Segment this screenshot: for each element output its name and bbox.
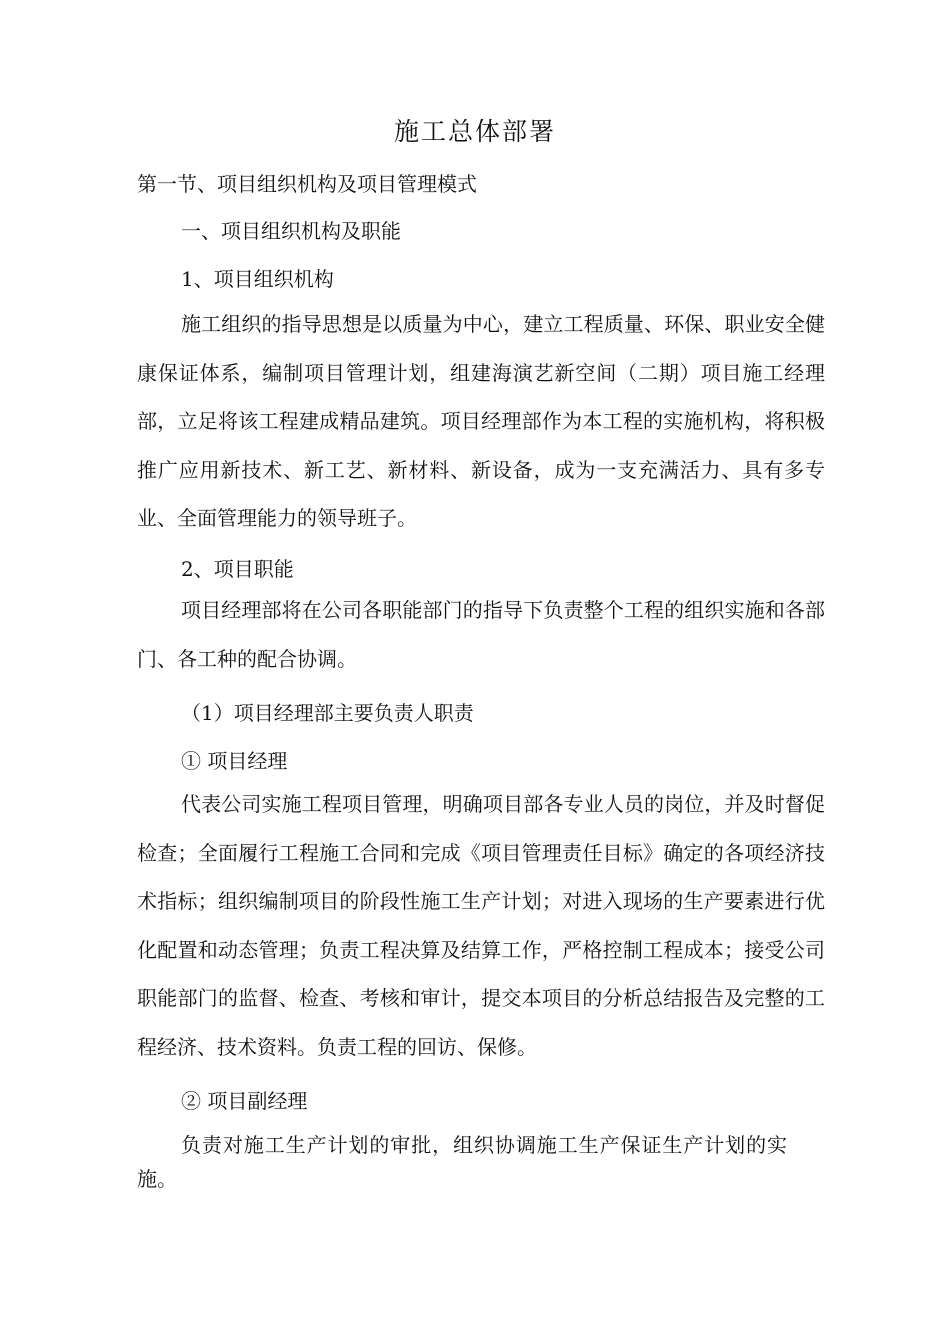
sub-heading-org-structure: 一、项目组织机构及职能 — [181, 219, 401, 243]
role-heading-project-manager: ① 项目经理 — [181, 749, 288, 773]
page-title: 施工总体部署 — [393, 117, 556, 146]
item-heading-org: 1、项目组织机构 — [181, 267, 334, 291]
sub-item-heading-responsibilities: （1）项目经理部主要负责人职责 — [181, 701, 474, 725]
paragraph-project-manager-duties: 代表公司实施工程项目管理，明确项目部各专业人员的岗位，并及时督促检查；全面履行工程施工合同和完成《项目管理责任目标》确定的各项经济技术指标；组织编制项目的阶段性施工生产计划；对进入现场的生产要素进行优化配置和动态管理；负责工程决算及结算工作，严格控制工程成本；接受公司职能部门的监督、检查、考核和审计，提交本项目的分析总结报告及完整的工程经济、技术资料。负责工程的回访、保修。 — [137, 792, 825, 1059]
paragraph-deputy-manager-duties: 负责对施工生产计划的审批，组织协调施工生产保证生产计划的实施。 — [137, 1133, 787, 1191]
paragraph-department-duty: 项目经理部将在公司各职能部门的指导下负责整个工程的组织实施和各部门、各工种的配合协调。 — [137, 598, 825, 671]
section-heading: 第一节、项目组织机构及项目管理模式 — [137, 172, 477, 196]
paragraph-guiding-principle: 施工组织的指导思想是以质量为中心，建立工程质量、环保、职业安全健康保证体系，编制项目管理计划，组建海演艺新空间（二期）项目施工经理部，立足将该工程建成精品建筑。项目经理部作为本工程的实施机构，将积极推广应用新技术、新工艺、新材料、新设备，成为一支充满活力、具有多专业、全面管理能力的领导班子。 — [137, 312, 825, 530]
item-heading-functions: 2、项目职能 — [181, 557, 294, 581]
role-heading-deputy-manager: ② 项目副经理 — [181, 1089, 308, 1113]
